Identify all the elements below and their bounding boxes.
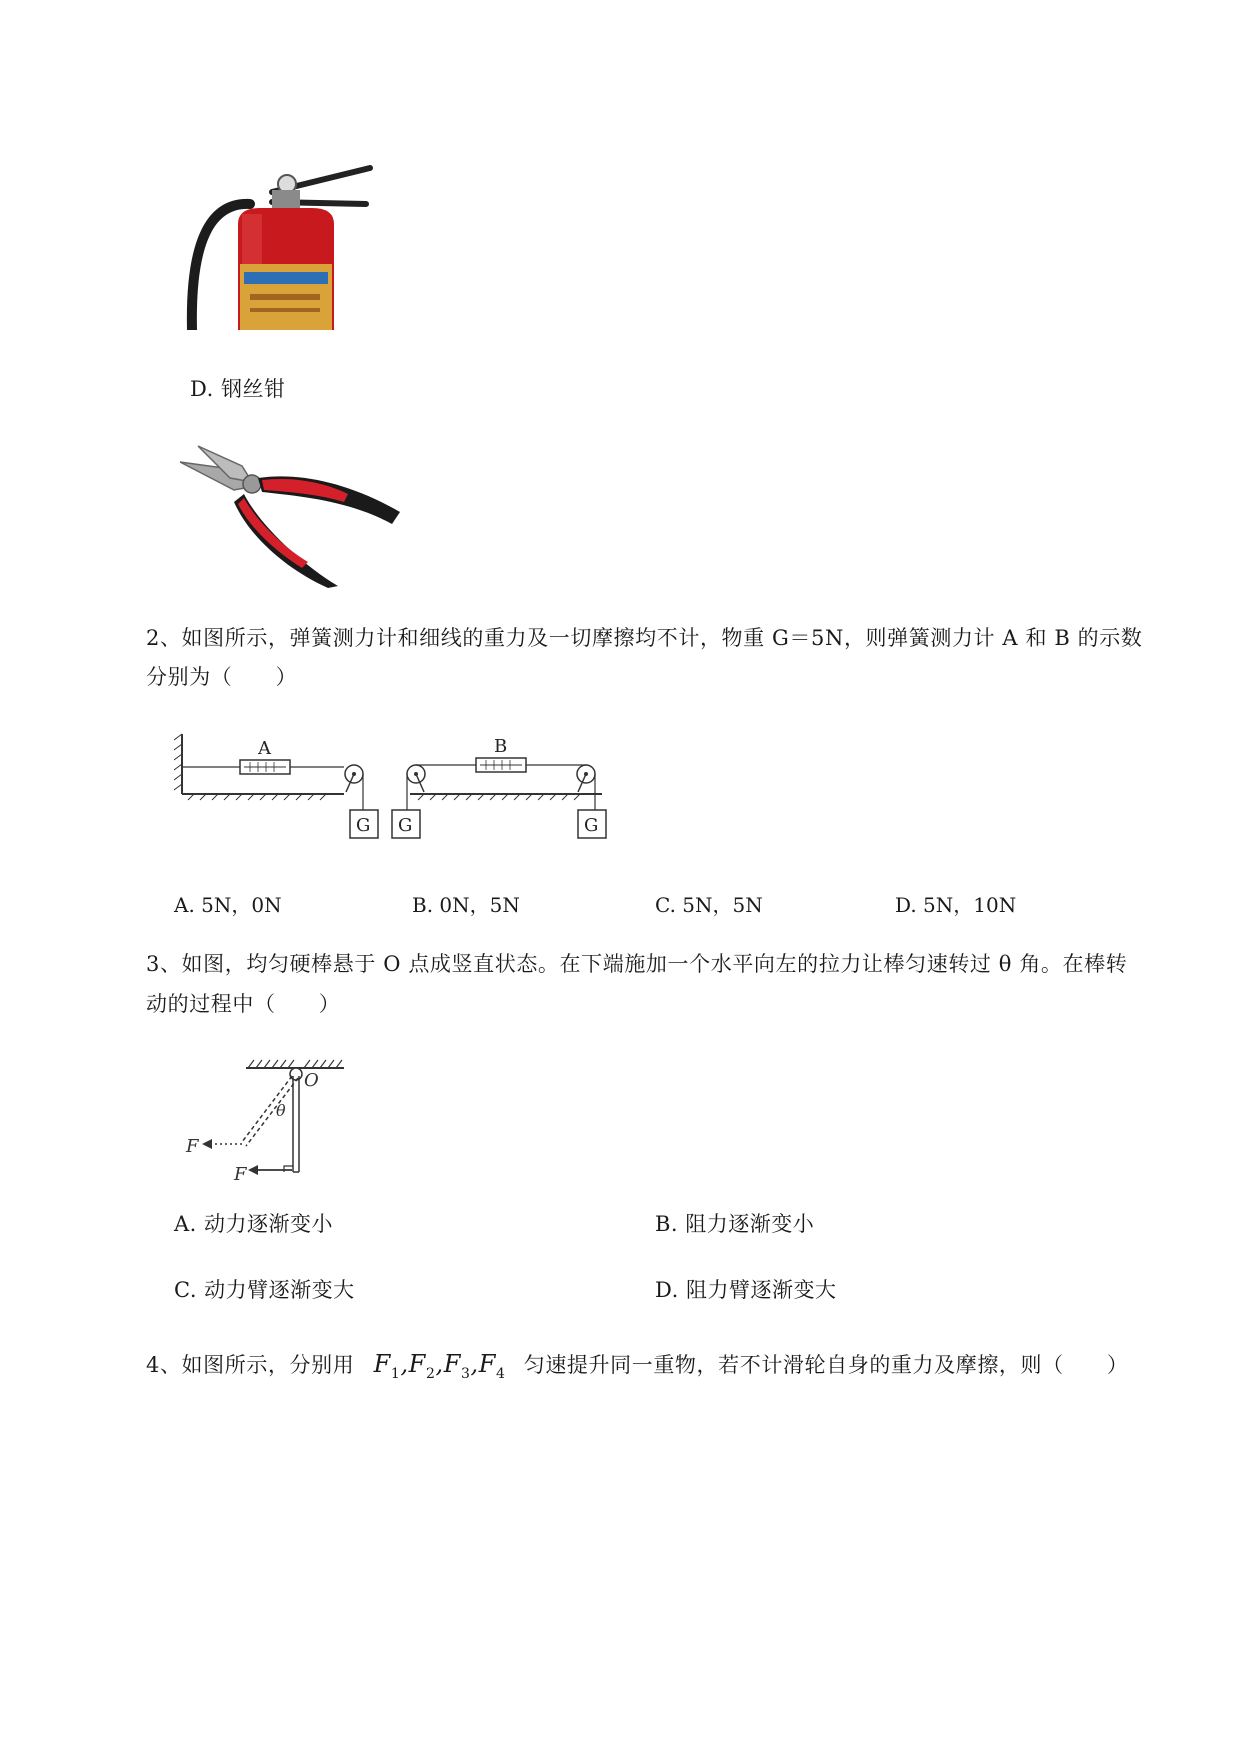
q3-question-line2: 动的过程中（ ） xyxy=(146,992,341,1016)
force-f2: F xyxy=(408,1350,426,1378)
force-f3: F xyxy=(443,1350,461,1378)
q3-option-a: A. 动力逐渐变小 xyxy=(174,1212,334,1236)
force-f-label-dotted: F xyxy=(186,1136,199,1157)
q3-question-line1: 3、如图，均匀硬棒悬于 O 点成竖直状态。在下端施加一个水平向左的拉力让棒匀速转过 θ 角。在棒转 xyxy=(146,952,1128,976)
force-f2-subscript: 2 xyxy=(425,1365,436,1382)
q2-option-a: A. 5N，0N xyxy=(174,893,282,917)
q3-option-d: D. 阻力臂逐渐变大 xyxy=(655,1278,837,1302)
q2-question-line1: 2、如图所示，弹簧测力计和细线的重力及一切摩擦均不计，物重 G＝5N，则弹簧测力计 A 和 B 的示数 xyxy=(146,626,1143,650)
q3-option-c: C. 动力臂逐渐变大 xyxy=(174,1278,355,1302)
q2-option-b: B. 0N，5N xyxy=(412,893,520,917)
q4-prefix: 4、如图所示，分别用 xyxy=(146,1353,355,1377)
force-f4: F xyxy=(478,1350,496,1378)
force-f1: F xyxy=(373,1350,391,1378)
force-f1-subscript: 1 xyxy=(390,1365,401,1382)
q4-forces: $F_1,F_2,F_3,F_4$ xyxy=(373,1350,506,1382)
pivot-o-label: O xyxy=(304,1070,319,1091)
q2-option-d: D. 5N，10N xyxy=(895,893,1017,917)
force-f-label: F xyxy=(234,1164,247,1184)
angle-theta-label: θ xyxy=(276,1101,286,1120)
q4-suffix: 匀速提升同一重物，若不计滑轮自身的重力及摩擦，则（ ） xyxy=(523,1353,1129,1377)
pliers-image xyxy=(178,442,404,588)
scale-a-label: A xyxy=(258,738,271,759)
q1-option-d: D. 钢丝钳 xyxy=(190,377,286,401)
q4-question xyxy=(146,1352,1129,1381)
q3-lever-figure xyxy=(180,1058,350,1184)
q3-option-b: B. 阻力逐渐变小 xyxy=(655,1212,815,1236)
weight-g-label: G xyxy=(356,815,371,836)
q2-spring-scale-figure xyxy=(174,732,612,842)
force-f3-subscript: 3 xyxy=(460,1365,471,1382)
q2-question-line2: 分别为（ ） xyxy=(146,665,298,689)
fire-extinguisher-image xyxy=(180,162,380,330)
force-f4-subscript: 4 xyxy=(495,1365,506,1382)
q2-option-c: C. 5N，5N xyxy=(655,893,763,917)
scale-b-label: B xyxy=(494,736,508,757)
weight-g-label: G xyxy=(398,815,413,836)
weight-g-label: G xyxy=(584,815,599,836)
